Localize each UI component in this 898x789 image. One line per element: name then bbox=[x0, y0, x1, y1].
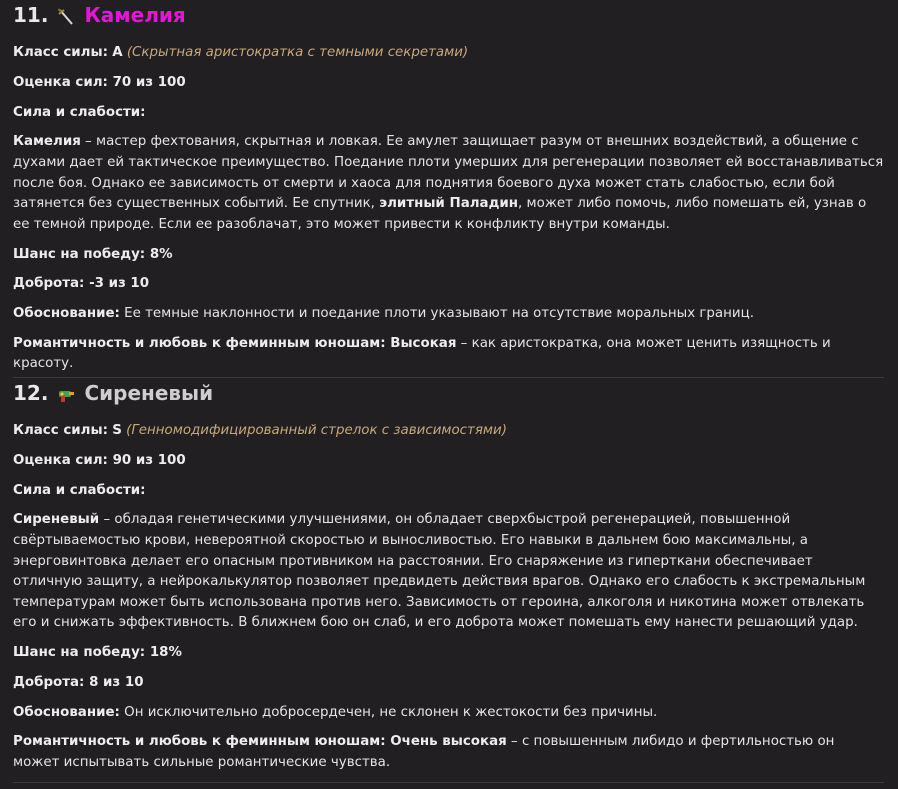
bio-name: Камелия bbox=[13, 134, 81, 150]
power-class-desc: (Скрытная аристократка с темными секретами) bbox=[126, 45, 469, 60]
romance: Романтичность и любовь к феминным юношам: Высокая – как аристократка, она может ценить изящность и красоту. bbox=[13, 335, 831, 372]
sword-icon bbox=[56, 5, 76, 25]
entry-sirenevyi bbox=[13, 378, 884, 774]
power-class-label: Класс силы: bbox=[13, 423, 108, 439]
ray-gun-icon bbox=[56, 383, 76, 403]
power-rating: Оценка сил: 70 из 100 bbox=[13, 74, 186, 90]
power-class-desc: (Генномодифицированный стрелок с зависимостями) bbox=[126, 423, 507, 439]
bio-name: Сиреневый bbox=[13, 512, 100, 528]
power-class-value: S bbox=[112, 423, 122, 439]
power-rating: Оценка сил: 90 из 100 bbox=[13, 452, 186, 468]
romance: Романтичность и любовь к феминным юношам: Очень высокая – с повышенным либидо и фертильностью он может испытывать сильные романтические чувства. bbox=[13, 734, 835, 771]
section-divider bbox=[13, 782, 884, 783]
entry-kamelia bbox=[13, 0, 884, 375]
entry-name: Сиреневый bbox=[84, 381, 214, 406]
power-class-label: Класс силы: bbox=[13, 45, 108, 60]
entry-number: 12. bbox=[13, 381, 49, 406]
bio-bold: элитный Паладин bbox=[379, 196, 519, 212]
strengths-heading: Сила и слабости: bbox=[13, 104, 146, 120]
kindness: Доброта: -3 из 10 bbox=[13, 276, 150, 292]
strengths-heading: Сила и слабости: bbox=[13, 482, 146, 498]
entry-number: 11. bbox=[13, 3, 49, 27]
entry-name: Камелия bbox=[84, 3, 186, 27]
kindness: Доброта: 8 из 10 bbox=[13, 674, 144, 690]
bio-paragraph: Сиреневый – обладая генетическими улучшениями, он обладает сверхбыстрой регенерацией, повышенной свёртываемостью крови, невероятной скоростью и выносливостью. Его навыки в дальнем бою максимальны, а энерговинтовка делает его опасным противником на расстоянии. Его снаряжение из гиперткани обеспечивает отличную защиту, а нейрокалькулятор позволяет предвидеть действия врагов. Однако его слабость к экстремальным температурам может быть использована против него. Зависимость от героина, алкоголя и никотина может отвлекать его и снижать эффективность. В ближнем бою он слаб, и его доброта может помешать ему нанести решающий удар. bbox=[13, 512, 866, 631]
bio-paragraph: Камелия – мастер фехтования, скрытная и ловкая. Ее амулет защищает разум от внешних воздействий, а общение с духами дает ей тактическое преимущество. Поедание плоти умерших для регенерации позволяет ей восстанавливаться после боя. Однако ее зависимость от смерти и хаоса для поднятия боевого духа может стать слабостью, если бой затянется без существенных событий. Ее спутник, элитный Паладин, может либо помочь, либо помешать ей, узнав о ее темной природе. Если ее разоблачат, это может привести к конфликту внутри команды. bbox=[13, 134, 884, 232]
reason: Обоснование: Ее темные наклонности и поедание плоти указывают на отсутствие моральных границ. bbox=[13, 306, 754, 322]
power-class bbox=[13, 43, 884, 64]
entry-heading bbox=[13, 0, 884, 30]
win-chance: Шанс на победу: 18% bbox=[13, 645, 182, 661]
power-class-value: A bbox=[112, 45, 123, 60]
reason: Обоснование: Он исключительно добросердечен, не склонен к жестокости без причины. bbox=[13, 704, 658, 720]
win-chance: Шанс на победу: 8% bbox=[13, 246, 173, 262]
entry-heading bbox=[13, 378, 884, 408]
power-class bbox=[13, 421, 884, 442]
